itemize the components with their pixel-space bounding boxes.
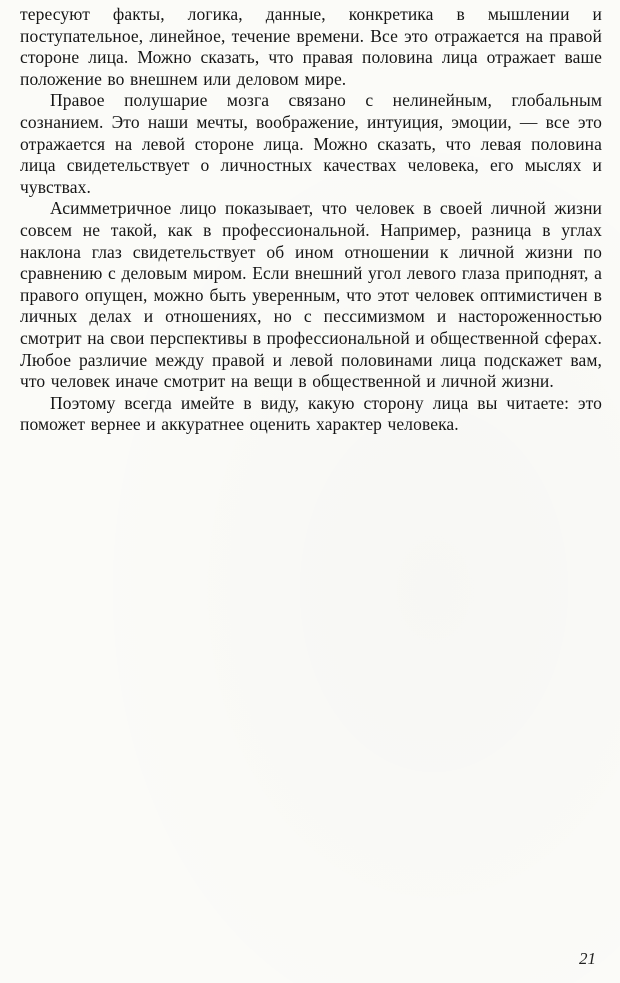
page-text-block — [20, 4, 602, 436]
paragraph: Поэтому всегда имейте в виду, какую сторону лица вы читаете: это поможет вернее и аккуратнее оценить характер человека. — [20, 392, 602, 435]
paragraph: Правое полушарие мозга связано с нелинейным, глобальным сознанием. Это наши мечты, воображение, интуиция, эмоции, — все это отражается на левой стороне лица. Можно сказать, что левая половина лица свидетельствует о личностных качествах человека, его мыслях и чувствах. — [20, 90, 602, 197]
page-number: 21 — [579, 949, 596, 968]
paragraph-continuation: тересуют факты, логика, данные, конкретика в мышлении и поступательное, линейное, течение времени. Все это отражается на правой стороне лица. Можно сказать, что правая половина лица отражает ваше положение во внешнем или деловом мире. — [20, 4, 602, 89]
paragraph: Асимметричное лицо показывает, что человек в своей личной жизни совсем не такой, как в профессиональной. Например, разница в углах наклона глаз свидетельствует об ином отношении к личной жизни по сравнению с деловым миром. Если внешний угол левого глаза приподнят, а правого опущен, можно быть уверенным, что этот человек оптимистичен в личных делах и отношениях, но с пессимизмом и настороженностью смотрит на свои перспективы в профессиональной и общественной сферах. Любое различие между правой и левой половинами лица подскажет вам, что человек иначе смотрит на вещи в общественной и личной жизни. — [20, 198, 602, 392]
